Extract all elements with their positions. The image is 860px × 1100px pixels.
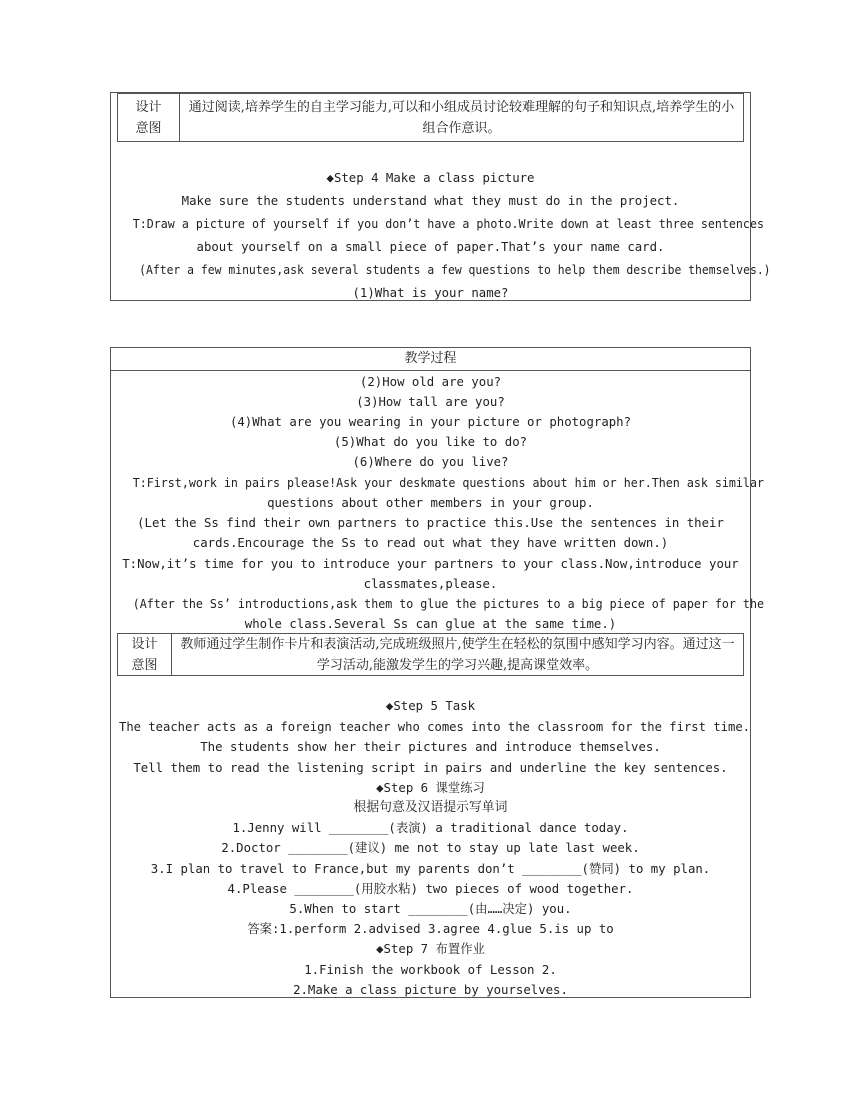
exercise-item: 1.Jenny will ________(表演) a traditional dance today. xyxy=(232,820,629,835)
text-line: Make sure the students understand what they must do in the project. xyxy=(181,193,680,208)
text-line: T:Draw a picture of yourself if you don’t have a photo.Write down at least three sentences xyxy=(132,216,764,231)
design-intent-text: 通过阅读,培养学生的自主学习能力,可以和小组成员讨论较难理解的句子和知识点,培养学生的小组合作意识。 xyxy=(188,99,735,136)
text-line: about yourself on a small piece of paper.That’s your name card. xyxy=(196,239,665,254)
exercise-item: 4.Please ________(用胶水粘) two pieces of wood together. xyxy=(227,881,634,896)
text-line: T:Now,it’s time for you to introduce your partners to your class.Now,introduce your xyxy=(122,556,739,571)
text-line: (After the Ss’ introductions,ask them to glue the pictures to a big piece of paper for the xyxy=(132,596,764,611)
design-intent-text: 教师通过学生制作卡片和表演活动,完成班级照片,使学生在轻松的氛围中感知学习内容。通过这一学习活动,能激发学生的学习兴趣,提高课堂效率。 xyxy=(180,636,735,673)
text-line: Tell them to read the listening script in pairs and underline the key sentences. xyxy=(133,760,728,775)
text-line: (5)What do you like to do? xyxy=(333,434,528,449)
design-intent-label: 设计意图 xyxy=(118,94,180,141)
design-intent-label: 设计意图 xyxy=(118,634,172,675)
text-line: (2)How old are you? xyxy=(359,374,502,389)
text-line: (6)Where do you live? xyxy=(352,454,509,469)
homework-item: 1.Finish the workbook of Lesson 2. xyxy=(304,962,557,977)
homework-item: 2.Make a class picture by yourselves. xyxy=(293,982,568,997)
text-line: classmates,please. xyxy=(363,576,498,591)
exercise-item: 5.When to start ________(由……决定) you. xyxy=(289,901,572,916)
text-line: questions about other members in your group. xyxy=(267,495,594,510)
section-header: 教学过程 xyxy=(111,348,750,371)
design-intent-box xyxy=(117,633,744,676)
text-line: (4)What are you wearing in your picture or photograph? xyxy=(229,414,632,429)
exercise-item: 3.I plan to travel to France,but my parents don’t ________(赞同) to my plan. xyxy=(150,861,711,876)
text-line: The students show her their pictures and introduce themselves. xyxy=(200,739,661,754)
step6-title: ◆Step 6 课堂练习 xyxy=(376,780,485,795)
text-line: cards.Encourage the Ss to read out what they have written down.) xyxy=(192,535,669,550)
step4-title: ◆Step 4 Make a class picture xyxy=(326,170,535,185)
step5-title: ◆Step 5 Task xyxy=(385,698,476,713)
text-line: (After a few minutes,ask several students a few questions to help them describe themselves.) xyxy=(139,262,771,277)
text-line: (1)What is your name? xyxy=(352,285,509,300)
text-line: T:First,work in pairs please!Ask your deskmate questions about him or her.Then ask similar xyxy=(132,475,764,490)
exercise-instruction: 根据句意及汉语提示写单词 xyxy=(353,800,508,815)
answer-key: 答案:1.perform 2.advised 3.agree 4.glue 5.is up to xyxy=(247,921,614,936)
exercise-item: 2.Doctor ________(建议) me not to stay up late last week. xyxy=(221,840,640,855)
text-line: (3)How tall are you? xyxy=(356,394,505,409)
design-intent-box xyxy=(117,93,744,142)
lesson-block-process xyxy=(110,347,764,998)
step7-title: ◆Step 7 布置作业 xyxy=(376,941,485,956)
text-line: whole class.Several Ss can glue at the same time.) xyxy=(244,616,617,631)
lesson-block-step4 xyxy=(110,92,771,301)
text-line: (Let the Ss find their own partners to practice this.Use the sentences in their xyxy=(137,515,724,530)
text-line: The teacher acts as a foreign teacher who comes into the classroom for the first time. xyxy=(118,719,751,734)
